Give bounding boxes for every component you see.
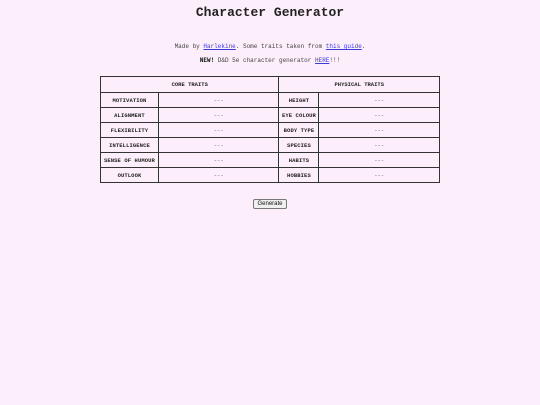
physical-trait-value: --- [319,93,440,108]
guide-link[interactable]: this guide [325,43,362,50]
core-trait-label: OUTLOOK [101,168,159,183]
table-row [101,153,440,168]
generate-container [0,192,540,210]
credits-suffix: . [361,43,366,50]
physical-trait-value: --- [319,123,440,138]
dnd-generator-link[interactable]: HERE [315,57,330,64]
core-trait-value: --- [158,108,279,123]
announcement-text: D&D 5e character generator [214,57,315,64]
physical-trait-value: --- [319,138,440,153]
generate-button[interactable]: Generate [253,199,286,209]
core-trait-label: ALIGNMENT [101,108,159,123]
core-trait-label: MOTIVATION [101,93,159,108]
core-traits-header: CORE TRAITS [101,77,279,93]
core-trait-value: --- [158,153,279,168]
physical-trait-label: EYE COLOUR [279,108,319,123]
table-row [101,138,440,153]
credits-prefix: Made by [174,43,204,50]
table-row [101,123,440,138]
physical-trait-label: HABITS [279,153,319,168]
table-row [101,93,440,108]
table-row [101,108,440,123]
author-link[interactable]: Harlekine [203,43,236,50]
physical-trait-label: HOBBIES [279,168,319,183]
new-tag: NEW! [199,57,215,64]
table-row [101,168,440,183]
announcement-suffix: !!! [329,57,341,64]
core-trait-label: INTELLIGENCE [101,138,159,153]
physical-trait-label: BODY TYPE [279,123,319,138]
credits-middle: . Some traits taken from [235,43,326,50]
core-trait-value: --- [158,93,279,108]
core-trait-label: FLEXIBILITY [101,123,159,138]
physical-trait-label: HEIGHT [279,93,319,108]
table-header-row [101,77,440,93]
physical-trait-value: --- [319,153,440,168]
credits-line [0,43,540,51]
announcement-line [0,57,540,65]
physical-trait-value: --- [319,168,440,183]
traits-table [100,76,440,183]
core-trait-value: --- [158,138,279,153]
physical-trait-label: SPECIES [279,138,319,153]
core-trait-label: SENSE OF HUMOUR [101,153,159,168]
physical-traits-header: PHYSICAL TRAITS [279,77,440,93]
core-trait-value: --- [158,168,279,183]
physical-trait-value: --- [319,108,440,123]
core-trait-value: --- [158,123,279,138]
page-title: Character Generator [195,5,345,20]
